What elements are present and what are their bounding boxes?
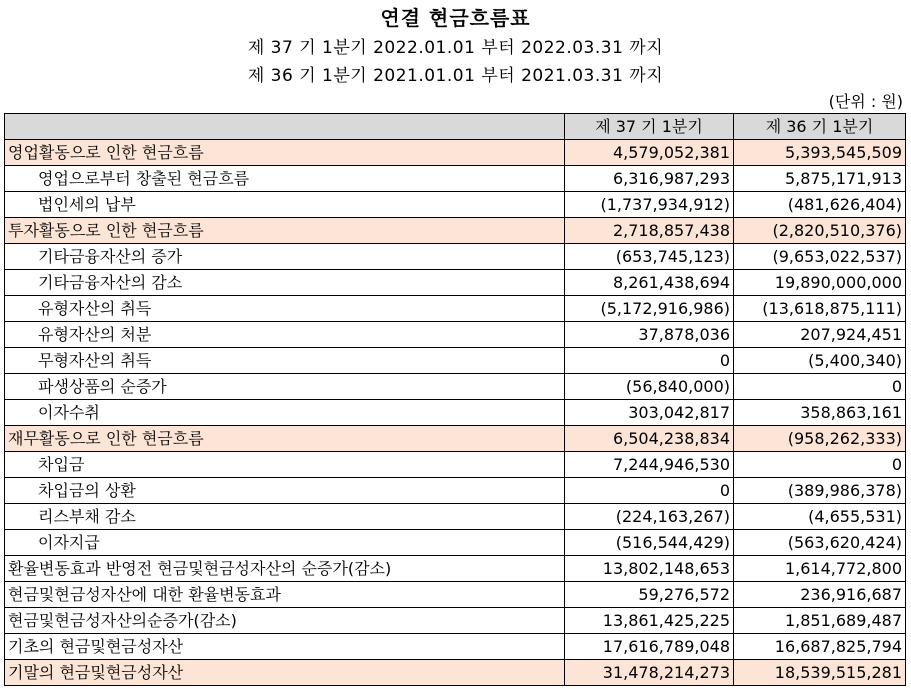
row-prior-value: (9,653,022,537): [734, 244, 906, 270]
row-label: 재무활동으로 인한 현금흐름: [5, 426, 565, 452]
row-label: 차입금의 상환: [5, 478, 565, 504]
row-label: 기타금융자산의 증가: [5, 244, 565, 270]
table-row: [5, 426, 906, 452]
table-row: [5, 322, 906, 348]
header-current-period: 제 37 기 1분기: [565, 114, 734, 140]
row-prior-value: 358,863,161: [734, 400, 906, 426]
table-row: [5, 556, 906, 582]
row-prior-value: 207,924,451: [734, 322, 906, 348]
row-current-value: 31,478,214,273: [565, 660, 734, 686]
table-row: [5, 452, 906, 478]
table-row: [5, 582, 906, 608]
row-current-value: 17,616,789,048: [565, 634, 734, 660]
row-prior-value: (4,655,531): [734, 504, 906, 530]
row-label: 영업으로부터 창출된 현금흐름: [5, 166, 565, 192]
table-row: [5, 530, 906, 556]
table-row: [5, 660, 906, 686]
table-row: [5, 166, 906, 192]
row-label: 투자활동으로 인한 현금흐름: [5, 218, 565, 244]
header-label: [5, 114, 565, 140]
row-label: 리스부채 감소: [5, 504, 565, 530]
row-current-value: 2,718,857,438: [565, 218, 734, 244]
row-prior-value: 0: [734, 452, 906, 478]
row-prior-value: 5,393,545,509: [734, 140, 906, 166]
row-label: 법인세의 납부: [5, 192, 565, 218]
table-row: [5, 634, 906, 660]
row-label: 이자수취: [5, 400, 565, 426]
row-prior-value: 1,614,772,800: [734, 556, 906, 582]
row-label: 기말의 현금및현금성자산: [5, 660, 565, 686]
row-prior-value: (13,618,875,111): [734, 296, 906, 322]
row-current-value: (56,840,000): [565, 374, 734, 400]
statement-title: 연결 현금흐름표: [380, 6, 531, 30]
row-label: 현금및현금성자산에 대한 환율변동효과: [5, 582, 565, 608]
header-row: [5, 114, 906, 140]
row-current-value: 37,878,036: [565, 322, 734, 348]
prior-period: 제 36 기 1분기 2021.01.01 부터 2021.03.31 까지: [247, 66, 664, 86]
table-row: [5, 478, 906, 504]
row-current-value: 303,042,817: [565, 400, 734, 426]
row-prior-value: 16,687,825,794: [734, 634, 906, 660]
row-label: 무형자산의 취득: [5, 348, 565, 374]
table-row: [5, 218, 906, 244]
row-prior-value: 1,851,689,487: [734, 608, 906, 634]
row-current-value: 8,261,438,694: [565, 270, 734, 296]
row-label: 이자지급: [5, 530, 565, 556]
table-row: [5, 140, 906, 166]
row-label: 현금및현금성자산의순증가(감소): [5, 608, 565, 634]
row-current-value: 7,244,946,530: [565, 452, 734, 478]
row-prior-value: 19,890,000,000: [734, 270, 906, 296]
current-period: 제 37 기 1분기 2022.01.01 부터 2022.03.31 까지: [247, 38, 664, 58]
table-row: [5, 270, 906, 296]
row-prior-value: 0: [734, 374, 906, 400]
unit-label: (단위 : 원): [828, 92, 903, 111]
row-current-value: 13,861,425,225: [565, 608, 734, 634]
cash-flow-table: [4, 113, 906, 686]
row-label: 기타금융자산의 감소: [5, 270, 565, 296]
row-current-value: (653,745,123): [565, 244, 734, 270]
table-row: [5, 608, 906, 634]
row-current-value: 0: [565, 478, 734, 504]
row-current-value: 4,579,052,381: [565, 140, 734, 166]
table-row: [5, 400, 906, 426]
row-prior-value: (389,986,378): [734, 478, 906, 504]
row-prior-value: (958,262,333): [734, 426, 906, 452]
table-row: [5, 504, 906, 530]
row-current-value: 13,802,148,653: [565, 556, 734, 582]
row-current-value: 6,316,987,293: [565, 166, 734, 192]
row-label: 유형자산의 처분: [5, 322, 565, 348]
row-prior-value: (2,820,510,376): [734, 218, 906, 244]
table-row: [5, 348, 906, 374]
row-label: 유형자산의 취득: [5, 296, 565, 322]
row-prior-value: 18,539,515,281: [734, 660, 906, 686]
row-label: 영업활동으로 인한 현금흐름: [5, 140, 565, 166]
row-current-value: 59,276,572: [565, 582, 734, 608]
row-label: 기초의 현금및현금성자산: [5, 634, 565, 660]
row-label: 파생상품의 순증가: [5, 374, 565, 400]
header-prior-period: 제 36 기 1분기: [734, 114, 906, 140]
row-prior-value: 5,875,171,913: [734, 166, 906, 192]
row-current-value: (224,163,267): [565, 504, 734, 530]
table-row: [5, 374, 906, 400]
table-row: [5, 296, 906, 322]
row-current-value: (516,544,429): [565, 530, 734, 556]
row-prior-value: 236,916,687: [734, 582, 906, 608]
table-row: [5, 192, 906, 218]
row-current-value: 0: [565, 348, 734, 374]
row-label: 환율변동효과 반영전 현금및현금성자산의 순증가(감소): [5, 556, 565, 582]
row-prior-value: (481,626,404): [734, 192, 906, 218]
row-current-value: 6,504,238,834: [565, 426, 734, 452]
table-row: [5, 244, 906, 270]
row-current-value: (1,737,934,912): [565, 192, 734, 218]
row-prior-value: (5,400,340): [734, 348, 906, 374]
row-current-value: (5,172,916,986): [565, 296, 734, 322]
row-prior-value: (563,620,424): [734, 530, 906, 556]
row-label: 차입금: [5, 452, 565, 478]
